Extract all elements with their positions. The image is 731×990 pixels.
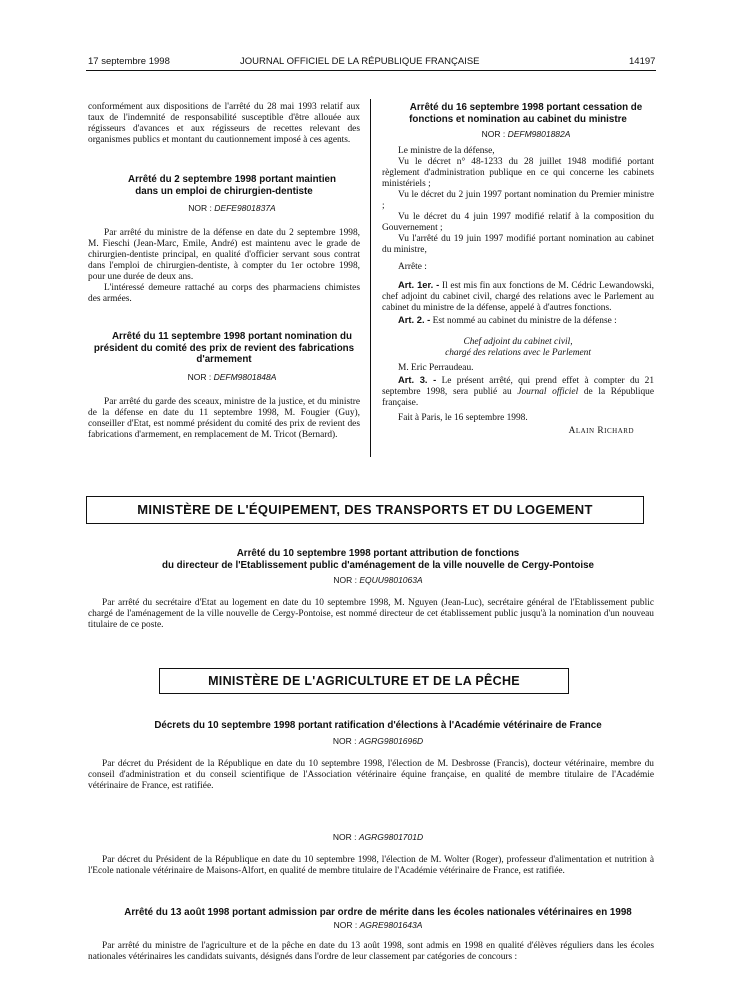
- continuation-paragraph: conformément aux dispositions de l'arrêté du 28 mai 1993 relatif aux taux de l'indemnité de responsabilité susceptible d'être allouée aux régisseurs d'avances et aux régisseurs de recettes relevant des organismes publics et montant du cautionnement imposé à ces agents.: [88, 102, 360, 145]
- article-paragraph: Vu le décret du 4 juin 1997 modifié relatif à la composition du Gouvernement ;: [382, 212, 654, 233]
- nor-label: NOR :: [333, 920, 358, 930]
- article-paragraph: Par arrêté du secrétaire d'Etat au logement en date du 10 septembre 1998, M. Nguyen (Jean-Luc), secrétaire général de l'Etablissement public chargé de l'aménagement de la ville nouvelle de Cergy-Pontoise, est nommé directeur de cet établissement public jusqu'à la nomination d'un nouveau titulaire de ce poste.: [88, 598, 654, 630]
- arrete-line: Arrête :: [398, 262, 427, 272]
- nor-code: EQUU9801063A: [359, 575, 423, 585]
- article-2-label: Art. 2. -: [398, 314, 431, 325]
- nor-line: [382, 129, 654, 140]
- nor-code: DEFE9801837A: [214, 203, 276, 213]
- article-3-text-end: de la République française.: [382, 387, 655, 408]
- ministry-heading: MINISTÈRE DE L'AGRICULTURE ET DE LA PÊCHE: [159, 668, 569, 694]
- signature: Alain Richard: [568, 426, 634, 436]
- nor-line: [88, 920, 654, 931]
- right-column: [382, 102, 654, 437]
- article-title: Arrêté du 11 septembre 1998 portant nomination du président du comité des prix de revient des fabrications d'armement: [93, 331, 355, 365]
- article-1: [382, 279, 654, 314]
- article-paragraph: Vu le décret du 2 juin 1997 portant nomination du Premier ministre ;: [382, 190, 654, 211]
- nor-label: NOR :: [188, 203, 212, 213]
- nor-label: NOR :: [187, 371, 212, 382]
- article-title: Arrêté du 16 septembre 1998 portant cessation de fonctions et nomination au cabinet du ministre: [409, 102, 643, 125]
- article-paragraph: Vu le décret n° 48-1233 du 28 juillet 1948 modifié portant règlement d'administration publique en ce qui concerne les cabinets ministériels ;: [382, 157, 654, 189]
- article-1-text: Il est mis fin aux fonctions de M. Cédric Lewandowski, chef adjoint du cabinet civil, chargé des relations avec le Parlement au cabinet du ministre de la défense, appelé à d'autres fonctions.: [382, 281, 654, 313]
- nor-label: NOR :: [481, 129, 506, 139]
- article-paragraph: L'intéressé demeure rattaché au corps des pharmaciens chimistes des armées.: [88, 283, 360, 304]
- role-line: Chef adjoint du cabinet civil,: [463, 337, 573, 347]
- article-title: Arrêté du 2 septembre 1998 portant maintien dans un emploi de chirurgien-dentiste: [128, 174, 336, 197]
- article-2: [382, 314, 654, 327]
- ministry-heading: MINISTÈRE DE L'ÉQUIPEMENT, DES TRANSPORTS ET DU LOGEMENT: [86, 496, 644, 524]
- article-2-text: Est nommé au cabinet du ministre de la défense :: [432, 316, 617, 326]
- article-paragraph: Par arrêté du garde des sceaux, ministre de la justice, et du ministre de la défense en date du 11 septembre 1998, M. Fougier (Guy), conseiller d'Etat, est nommé président du comité des prix de revient des fabrications d'armement, en remplacement de M. Tricot (Bernard).: [88, 396, 360, 440]
- nor-code: AGRE9801643A: [359, 920, 423, 930]
- header-rule: [86, 70, 656, 71]
- nor-label: NOR :: [332, 735, 357, 746]
- nor-code: AGRG9801696D: [358, 735, 424, 746]
- article-paragraph: Par décret du Président de la République en date du 10 septembre 1998, l'élection de M. Desbrosse (Francis), docteur vétérinaire, membre du conseil d'administration et du conseil scientifique de l'Association vétérinaire équine française, en qualité de membre titulaire de l'Académie vétérinaire de France, est ratifiée.: [88, 758, 654, 791]
- article-title-line: du directeur de l'Etablissement public d'aménagement de la ville nouvelle de Cergy-Pontoise: [161, 559, 595, 571]
- journal-officiel-ref: Journal officiel: [517, 387, 579, 397]
- appointee: M. Eric Perraudeau.: [398, 363, 474, 373]
- article-title: Décrets du 10 septembre 1998 portant ratification d'élections à l'Académie vétérinaire de France: [154, 720, 602, 731]
- article-3-label: Art. 3. -: [398, 374, 437, 385]
- nor-line: [88, 832, 654, 843]
- column-divider: [370, 99, 371, 457]
- article-3-text: Le présent arrêté, qui prend effet à compter du 21 septembre 1998, sera publié au: [382, 376, 655, 397]
- article-title-line: Arrêté du 10 septembre 1998 portant attribution de fonctions: [236, 548, 520, 559]
- article-paragraph: Le ministre de la défense,: [398, 146, 495, 156]
- page-number: 14197: [629, 56, 656, 67]
- journal-title: JOURNAL OFFICIEL DE LA RÉPUBLIQUE FRANÇAISE: [240, 56, 480, 67]
- article-paragraph: Vu l'arrêté du 19 juin 1997 modifié portant nomination au cabinet du ministre,: [382, 234, 654, 255]
- ministry-1-section: [88, 548, 654, 631]
- nor-line: [88, 736, 654, 747]
- nor-line: [88, 203, 360, 214]
- role-line: chargé des relations avec le Parlement: [445, 348, 591, 358]
- nor-code: DEFM9801848A: [213, 371, 277, 382]
- article-paragraph: Par arrêté du ministre de la défense en date du 2 septembre 1998, M. Fieschi (Jean-Marc, Emile, André) est maintenu avec le grade de chirurgien-dentiste principal, en qualité d'officier servant sous contrat dans l'emploi de chirurgien-dentiste, à compter du 1er octobre 1998, pour une durée de deux ans.: [88, 228, 360, 282]
- fait-line: Fait à Paris, le 16 septembre 1998.: [398, 413, 528, 423]
- article-paragraph: Par décret du Président de la République en date du 10 septembre 1998, l'élection de M. Wolter (Roger), professeur d'alimentation et nutrition à l'Ecole nationale vétérinaire de Maisons-Alfort, en qualité de membre titulaire de l'Académie vétérinaire de France, est ratifiée.: [88, 854, 654, 876]
- nor-code: DEFM9801882A: [507, 129, 571, 139]
- left-column: [88, 102, 360, 441]
- nor-line: [88, 372, 360, 383]
- article-paragraph: Par arrêté du ministre de l'agriculture et de la pêche en date du 13 août 1998, sont admis en 1998 en qualité d'élèves réguliers dans les écoles nationales vétérinaires les candidats suivants, désignés dans l'ordre de leur classement par catégories de concours :: [88, 941, 654, 962]
- article-title: Arrêté du 13 août 1998 portant admission par ordre de mérite dans les écoles nationales vétérinaires en 1998: [124, 906, 632, 918]
- article-1-label: Art. 1er. -: [398, 279, 440, 290]
- header-date: 17 septembre 1998: [88, 56, 170, 67]
- nor-line: [88, 575, 654, 586]
- nor-label: NOR :: [333, 575, 357, 585]
- article-3: [382, 374, 654, 409]
- ministry-2-section: [88, 720, 654, 963]
- nor-label: NOR :: [332, 831, 357, 842]
- nor-code: AGRG9801701D: [358, 831, 424, 842]
